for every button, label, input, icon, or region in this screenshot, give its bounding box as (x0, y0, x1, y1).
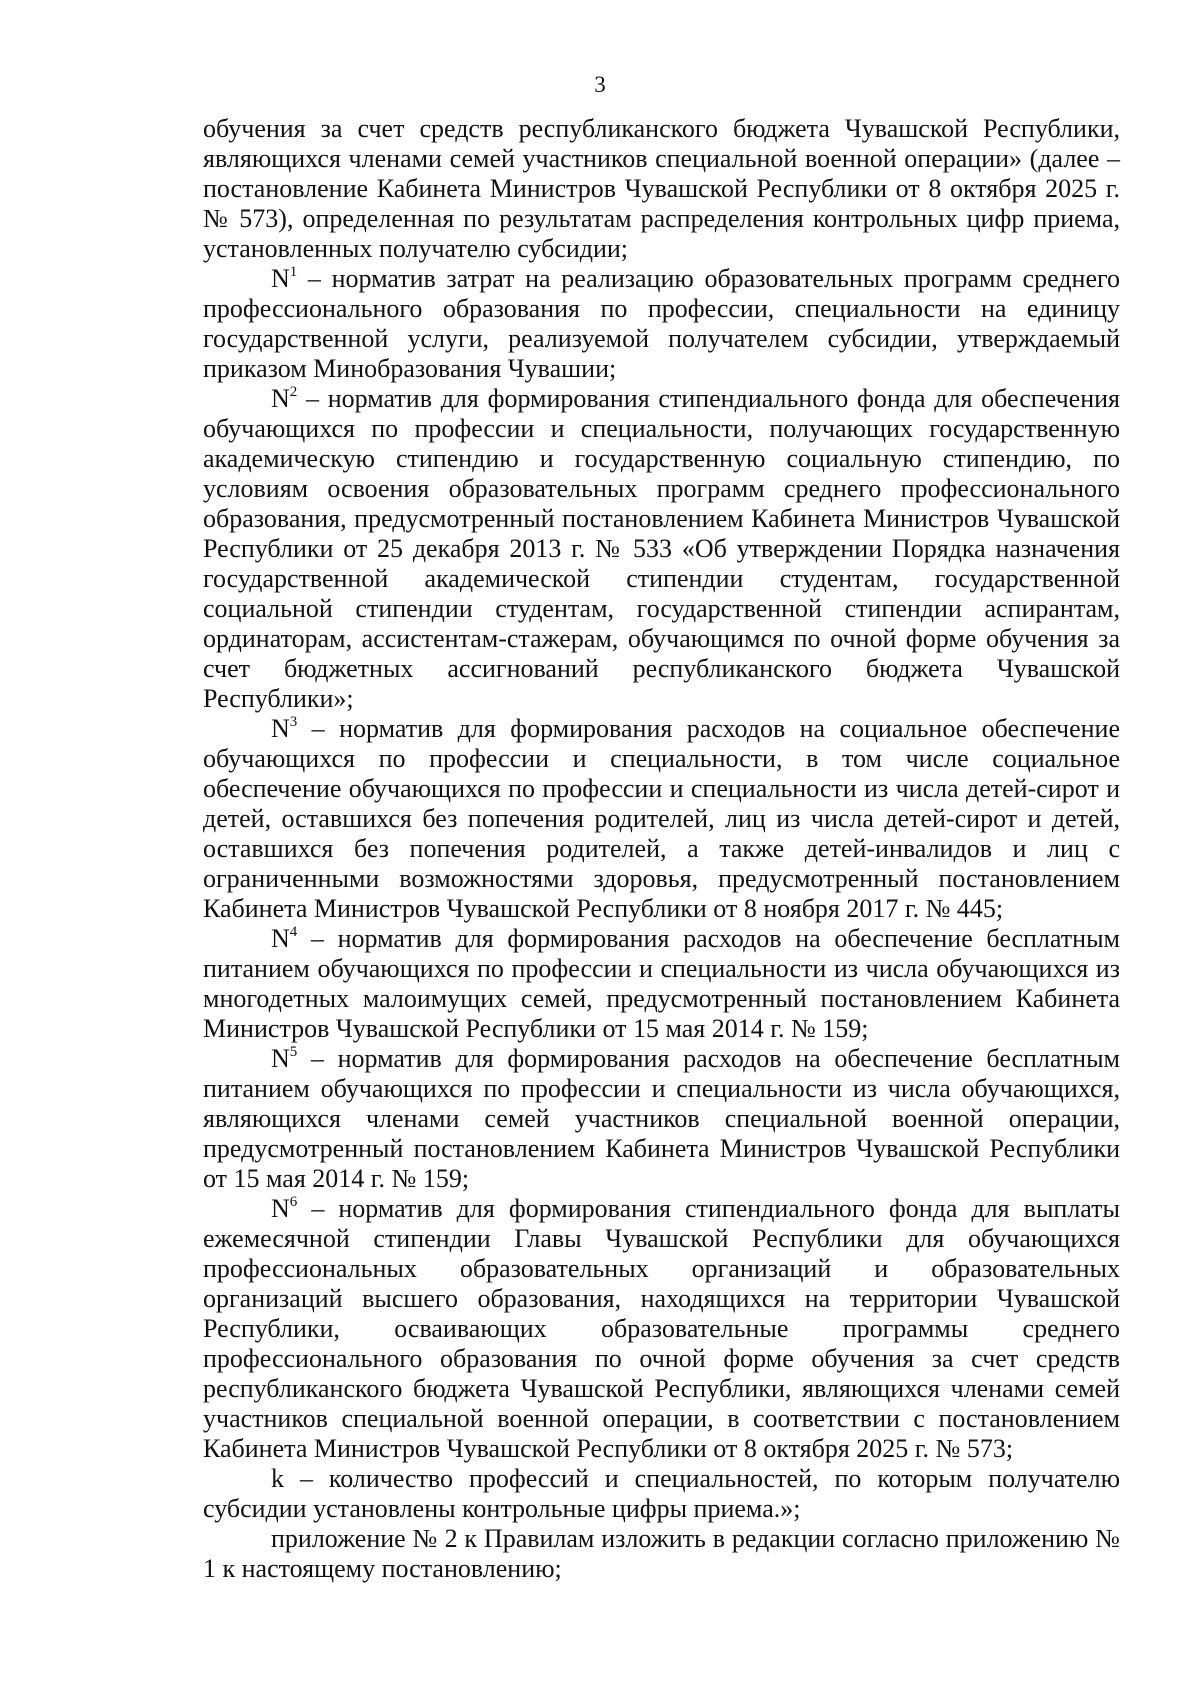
paragraph-text: – норматив для формирования расходов на обеспечение бесплатным питанием обучающихся по профессии и специальности из числа обучающихся из многодетных малоимущих семей, предусмотренный постановлением Кабинета Министров Чувашской Республики от 15 мая 2014 г. № 159; (203, 924, 1120, 1043)
formula-superscript: 1 (289, 264, 298, 280)
formula-symbol: N (271, 714, 290, 743)
paragraph-n5-definition (203, 1044, 1120, 1194)
paragraph-n2-definition (203, 384, 1120, 714)
paragraph-text: приложение № 2 к Правилам изложить в редакции согласно приложению № 1 к настоящему постановлению; (203, 1524, 1120, 1583)
paragraph-k-definition (203, 1464, 1120, 1524)
formula-symbol: N (271, 1194, 290, 1223)
formula-superscript: 2 (289, 384, 298, 400)
document-body (203, 114, 1120, 1584)
paragraph-appendix-instruction (203, 1524, 1120, 1584)
paragraph-text: k – количество профессий и специальностей, по которым получателю субсидии установлены контрольные цифры приема.»; (203, 1464, 1120, 1523)
formula-symbol: N (271, 384, 290, 413)
paragraph-text: – норматив затрат на реализацию образовательных программ среднего профессионального образования по профессии, специальности на единицу государственной услуги, реализуемой получателем субсидии, утверждаемый приказом Минобразования Чувашии; (203, 264, 1120, 383)
formula-superscript: 5 (289, 1044, 298, 1060)
paragraph-text: обучения за счет средств республиканского бюджета Чувашской Республики, являющихся членами семей участников специальной военной операции» (далее – постановление Кабинета Министров Чувашской Республики от 8 октября 2025 г. № 573), определенная по результатам распределения контрольных цифр приема, установленных получателю субсидии; (203, 114, 1120, 263)
formula-superscript: 4 (289, 924, 298, 940)
page-number: 3 (594, 72, 606, 97)
formula-superscript: 3 (289, 714, 298, 730)
paragraph-n1-definition (203, 264, 1120, 384)
paragraph-n3-definition (203, 714, 1120, 924)
paragraph-n4-definition (203, 924, 1120, 1044)
formula-symbol: N (271, 264, 290, 293)
paragraph-text: – норматив для формирования расходов на обеспечение бесплатным питанием обучающихся по профессии и специальности из числа обучающихся, являющихся членами семей участников специальной военной операции, предусмотренный постановлением Кабинета Министров Чувашской Республики от 15 мая 2014 г. № 159; (203, 1044, 1120, 1193)
formula-symbol: N (271, 1044, 290, 1073)
paragraph-text: – норматив для формирования стипендиального фонда для выплаты ежемесячной стипендии Главы Чувашской Республики для обучающихся профессиональных образовательных организаций и образовательных организаций высшего образования, находящихся на территории Чувашской Республики, осваивающих образовательные программы среднего профессионального образования по очной форме обучения за счет средств республиканского бюджета Чувашской Республики, являющихся членами семей участников специальной военной операции, в соответствии с постановлением Кабинета Министров Чувашской Республики от 8 октября 2025 г. № 573; (203, 1194, 1120, 1463)
formula-superscript: 6 (289, 1194, 298, 1210)
paragraph-continuation (203, 114, 1120, 264)
formula-symbol: N (271, 924, 290, 953)
paragraph-text: – норматив для формирования расходов на социальное обеспечение обучающихся по профессии и специальности, в том числе социальное обеспечение обучающихся по профессии и специальности из числа детей-сирот и детей, оставшихся без попечения родителей, лиц из числа детей-сирот и детей, оставшихся без попечения родителей, а также детей-инвалидов и лиц с ограниченными возможностями здоровья, предусмотренный постановлением Кабинета Министров Чувашской Республики от 8 ноября 2017 г. № 445; (203, 714, 1120, 923)
paragraph-n6-definition (203, 1194, 1120, 1464)
paragraph-text: – норматив для формирования стипендиального фонда для обеспечения обучающихся по профессии и специальности, получающих государственную академическую стипендию и государственную социальную стипендию, по условиям освоения образовательных программ среднего профессионального образования, предусмотренный постановлением Кабинета Министров Чувашской Республики от 25 декабря 2013 г. № 533 «Об утверждении Порядка назначения государственной академической стипендии студентам, государственной социальной стипендии студентам, государственной стипендии аспирантам, ординаторам, ассистентам-стажерам, обучающимся по очной форме обучения за счет бюджетных ассигнований республиканского бюджета Чувашской Республики»; (203, 384, 1120, 713)
